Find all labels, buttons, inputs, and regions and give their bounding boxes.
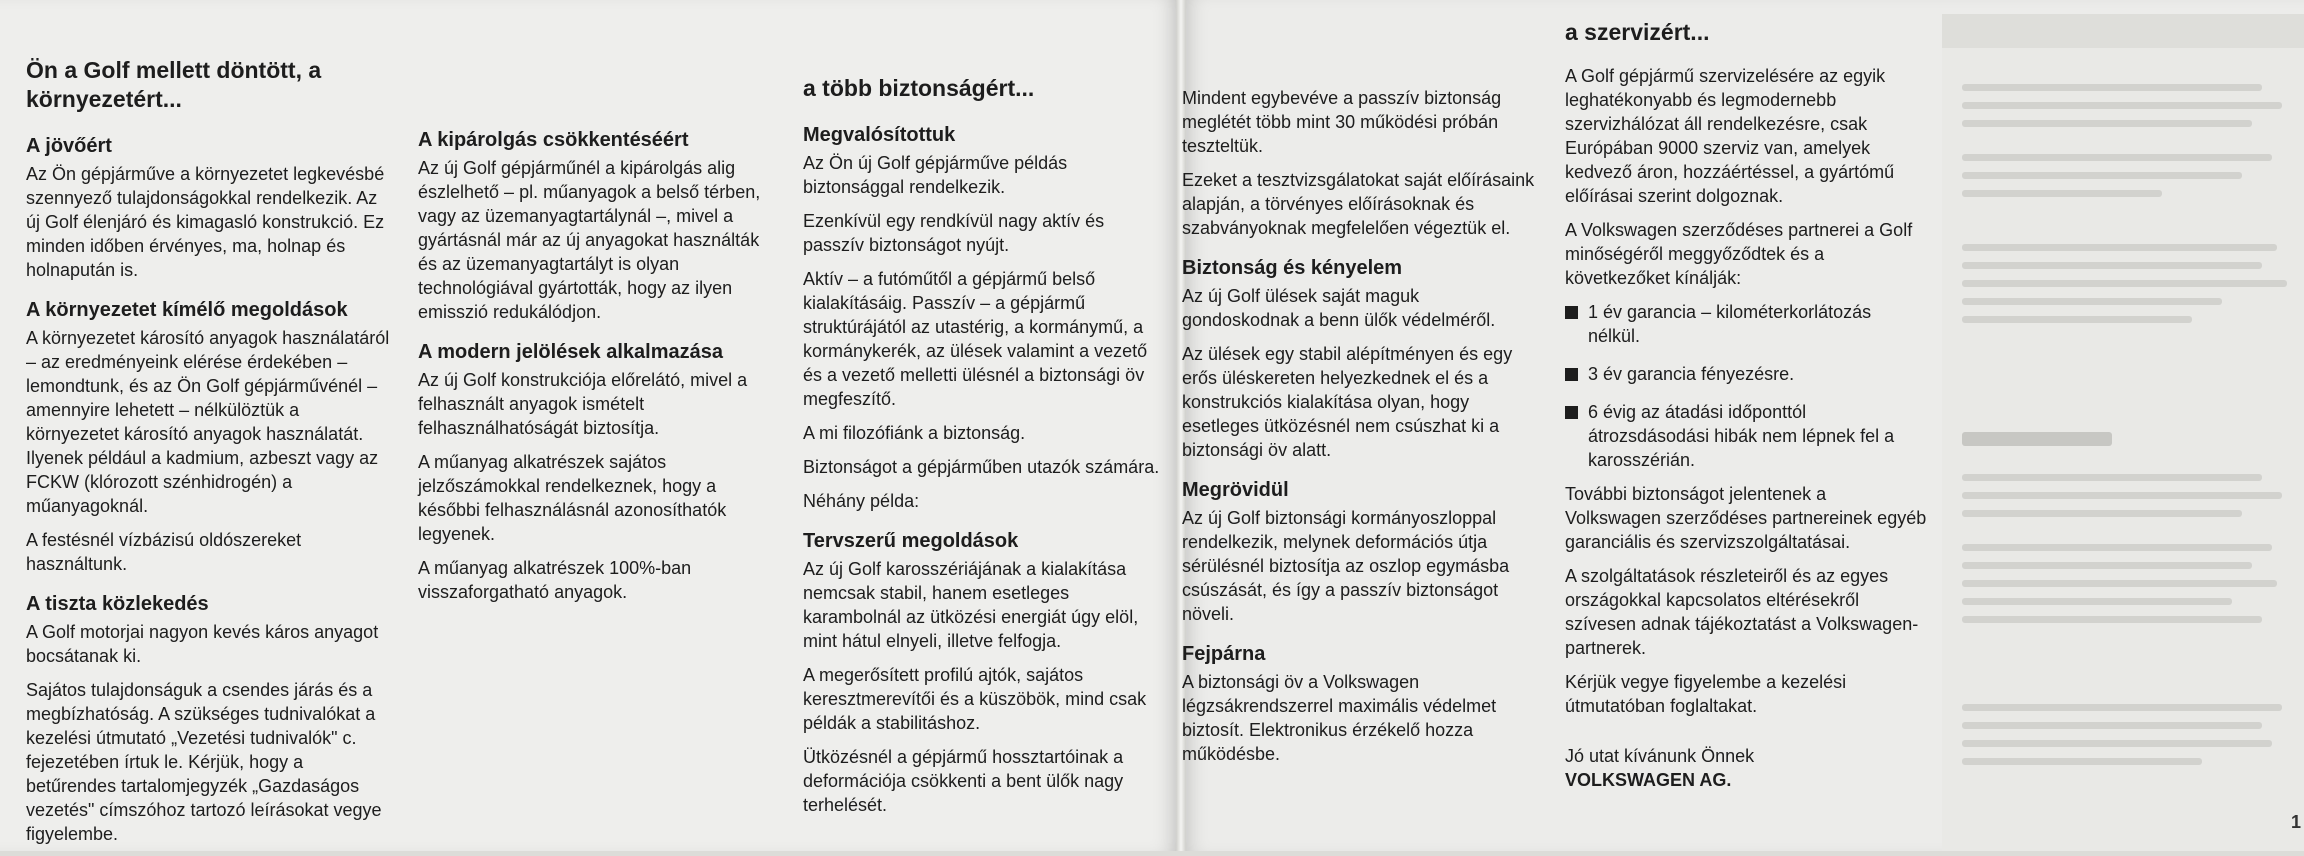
paragraph-paint: A festésnél vízbázisú oldószereket használtunk. [26, 530, 302, 574]
heading-planned-solutions: Tervszerű megoldások [803, 530, 1019, 552]
section-title-environment: Ön a Golf mellett döntött, a környezetért... [26, 57, 322, 112]
column-environment [26, 56, 392, 856]
column-safety-continued [1182, 86, 1537, 776]
paragraph-airbag: A biztonsági öv a Volkswagen légzsákrendszerrel maximális védelmet biztosít. Elektronikus érzékelő hozza működésbe. [1182, 672, 1497, 764]
paragraph-plastic-codes: A műanyag alkatrészek sajátos jelzőszámokkal rendelkeznek, hogy a későbbi felhasználásnál azonosíthatók legyenek. [418, 452, 727, 544]
heading-headrest: Fejpárna [1182, 643, 1266, 665]
heading-realized: Megvalósítottuk [803, 124, 956, 146]
paragraph-clean-traffic: A Golf motorjai nagyon kevés káros anyagot bocsátanak ki. [26, 622, 379, 666]
section-title-service: a szervizért... [1565, 19, 1710, 45]
heading-modern-markings: A modern jelölések alkalmazása [418, 341, 723, 363]
paragraph-seats-protect: Az új Golf ülések saját maguk gondoskodnak a benn ülők védelméről. [1182, 286, 1496, 330]
heading-future: A jövőért [26, 135, 112, 157]
paragraph-future: Az Ön gépjárműve a környezetet legkevésbé szennyező tulajdonságokkal rendelkezik. Az új Golf élenjáró és kimagasló konstrukció. Ez minden időben érvényes, ma, holnap és holnapután is. [26, 164, 385, 280]
bleed-through-area [1942, 14, 2304, 851]
bullet-text: 1 év garancia – kilométerkorlátozás nélkül. [1588, 302, 1872, 346]
paragraph-crash-tests: Mindent egybevéve a passzív biztonság meglétét több mint 30 működési próbán teszteltük. [1182, 88, 1502, 156]
square-bullet-icon [1565, 368, 1578, 381]
paragraph-manual-note: Kérjük vegye figyelembe a kezelési útmutatóban foglaltakat. [1565, 672, 1847, 716]
paragraph-recyclability: Az új Golf konstrukciója előrelátó, mivel a felhasznált anyagok ismételt felhasználhatóságát biztosítja. [418, 370, 748, 438]
signature-volkswagen: VOLKSWAGEN AG. [1565, 770, 1732, 790]
paragraph-service-network: A Golf gépjármű szervizelésére az egyik leghatékonyabb és legmodernebb szervizhálózat áll rendelkezésre, csak Európában 9000 szerviz van, amelyek kedvező áron, hozzáértéssel, a gyártómű előírásai szerint dolgoznak. [1565, 66, 1895, 206]
paragraph-extra-guarantees: További biztonságot jelentenek a Volkswagen szerződéses partnereinek egyéb garanciális és szervizszolgáltatásai. [1565, 484, 1927, 552]
paragraph-service-details: A szolgáltatások részleteiről és az egyes országokkal kapcsolatos eltérésekről szívesen adnak tájékoztatást a Volkswagen-partnerek. [1565, 566, 1919, 658]
paragraph-seat-frame: Az ülések egy stabil alépítményen és egy erős üléskereten helyezkednek el és a konstrukciós kialakítása olyan, hogy esetleges ütközésnél nem csúszhat ki a biztonsági öv alatt. [1182, 344, 1513, 460]
paragraph-reinforced-doors: A megerősített profilú ajtók, sajátos keresztmerevítői és a küszöbök, mind csak példák a stabilitáshoz. [803, 665, 1147, 733]
paragraph-active-definition: Aktív – a futóműtől a gépjármű belső kialakításáig. Passzív – a gépjármű struktúrájától az utastérig, a kormánymű, a kormánykerék, az ülések valamint a vezető és a vezető melletti ülésnél a biztonsági öv megfeszítő. [803, 269, 1148, 409]
bullet-item [1565, 300, 1927, 348]
heading-steering: Megrövidül [1182, 479, 1289, 501]
bullet-item [1565, 362, 1927, 386]
heading-clean-traffic: A tiszta közlekedés [26, 593, 209, 615]
paragraph-exemplary-safety: Az Ön új Golf gépjárműve példás biztonsággal rendelkezik. [803, 153, 1068, 197]
bullet-text: 3 év garancia fényezésre. [1588, 364, 1795, 384]
section-title-safety: a több biztonságért... [803, 75, 1035, 101]
closing-greeting: Jó utat kívánunk Önnek [1565, 746, 1755, 766]
paragraph-plastic-recyclable: A műanyag alkatrészek 100%-ban visszaforgatható anyagok. [418, 558, 692, 602]
column-safety [803, 74, 1167, 827]
paragraph-regulations: Ezeket a tesztvizsgálatokat saját előírásaink alapján, a törvényes előírásoknak és szabványoknak megfelelően végeztük el. [1182, 170, 1535, 238]
paragraph-passenger-safety: Biztonságot a gépjárműben utazók számára. [803, 457, 1160, 477]
heading-comfort: Biztonság és kényelem [1182, 257, 1403, 279]
paragraph-body-structure: Az új Golf karosszériájának a kialakítása nemcsak stabil, hanem esetleges karambolnál az ütközési energiát úgy elöl, mint hátul elnyeli, illetve felfogja. [803, 559, 1139, 651]
column-service [1565, 20, 1927, 802]
heading-evaporation: A kipárolgás csökkentéséért [418, 129, 689, 151]
square-bullet-icon [1565, 406, 1578, 419]
paragraph-evaporation: Az új Golf gépjárműnél a kipárolgás alig észlelhető – pl. műanyagok a belső térben, vagy az üzemanyagtartálynál –, mivel a gyártásnál már az új anyagokat használták és az üzemanyagtartályt is olyan technológiával gyártották, hogy az ilyen emisszió redukálódjon. [418, 158, 761, 322]
paragraph-active-passive: Ezenkívül egy rendkívül nagy aktív és passzív biztonságot nyújt. [803, 211, 1105, 255]
column-emissions [418, 116, 776, 614]
heading-eco-solutions: A környezetet kímélő megoldások [26, 299, 348, 321]
paragraph-crumple: Ütközésnél a gépjármű hossztartóinak a deformációja csökkenti a bent ülők nagy terhelését. [803, 747, 1124, 815]
paragraph-partners-offer: A Volkswagen szerződéses partnerei a Golf minőségéről meggyőződtek és a következőket kínálják: [1565, 220, 1913, 288]
paragraph-steering-column: Az új Golf biztonsági kormányoszloppal rendelkezik, melynek deformációs útja sérülésnél biztosítja az oszlop egymásba csúszását, és így a passzív biztonságot növeli. [1182, 508, 1510, 624]
square-bullet-icon [1565, 306, 1578, 319]
page-number: 1 [2291, 812, 2302, 832]
paragraph-examples: Néhány példa: [803, 491, 920, 511]
paragraph-philosophy: A mi filozófiánk a biztonság. [803, 423, 1026, 443]
bullet-text: 6 évig az átadási időponttól átrozsdásodási hibák nem lépnek fel a karosszérián. [1588, 402, 1895, 470]
paragraph-eco-solutions: A környezetet károsító anyagok használatáról – az eredményeink elérése érdekében – lemondtunk, és az Ön Golf gépjárművénél – amennyire lehetett – nélkülöztük a környezetet károsító anyagok használatát. Ilyenek például a kadmium, azbeszt vagy az FCKW (klórozott szénhidrogén) a műanyagoknál. [26, 328, 390, 516]
paragraph-quiet-running: Sajátos tulajdonságuk a csendes járás és a megbízhatóság. A szükséges tudnivalókat a kezelési útmutató „Vezetési tudnivalók" c. fejezetében írtuk le. Kérjük, hogy a betűrendes tartalomjegyzék „Gazdaságos vezetés" címszóhoz tartozó leírásokat vegye figyelembe. [26, 680, 382, 844]
bullet-item [1565, 400, 1927, 472]
